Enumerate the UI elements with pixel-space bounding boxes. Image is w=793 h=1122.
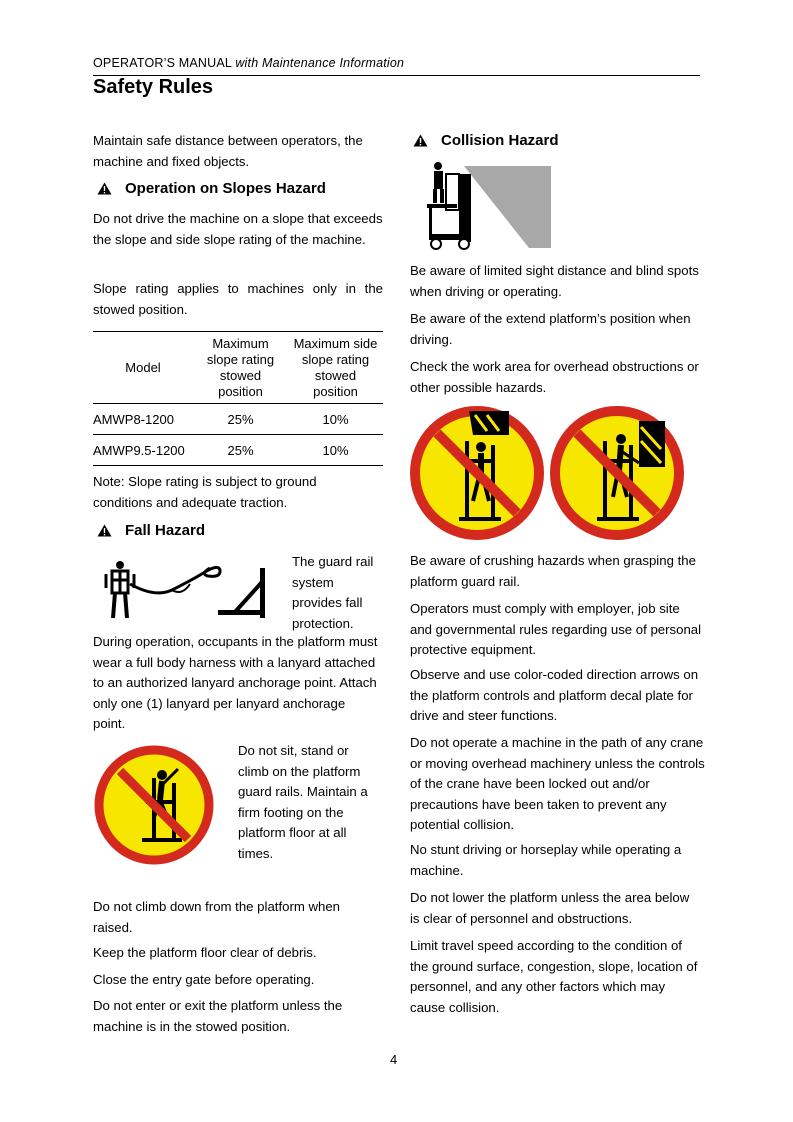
collision-p3: Check the work area for overhead obstructions or other possible hazards. — [410, 359, 699, 395]
slopes-heading-text: Operation on Slopes Hazard — [125, 180, 326, 197]
no-climbing-guardrail-icon — [94, 745, 214, 865]
guard-line-1: The guard rail — [292, 554, 374, 569]
col-header-max-slope-l3: stowed — [219, 367, 262, 383]
collision-p6: Observe and use color-coded direction arrows on the platform controls and platform decal plate for drive and steer functions. — [410, 667, 699, 723]
guard-line-3: provides fall — [292, 595, 363, 610]
col-header-side-slope-l2: slope rating — [301, 351, 370, 367]
slopes-p1: Do not drive the machine on a slope that exceeds the slope and side slope rating of the machine. — [93, 211, 383, 247]
sit-line-6: times. — [238, 845, 274, 861]
guard-rail-text — [292, 552, 392, 634]
sit-line-4: firm footing on the — [238, 804, 344, 820]
collision-p9: Do not lower the platform unless the area below is clear of personnel and obstructions. — [410, 890, 690, 926]
slopes-heading — [97, 180, 326, 197]
manual-subtitle: with Maintenance Information — [235, 56, 405, 70]
crush-hazard-prohibition-icon — [409, 405, 545, 541]
row2-model: AMWP9.5-1200 — [93, 442, 185, 458]
collision-p7: Do not operate a machine in the path of any crane or moving overhead machinery unless the controls of the crane have been locked out and/or precautions have been taken to prevent any potential collision. — [410, 735, 705, 832]
col-header-side-slope-l4: position — [313, 383, 358, 399]
row2-side: 10% — [322, 442, 349, 458]
sit-line-3: guard rails. Maintain a — [238, 784, 368, 799]
collision-p1: Be aware of limited sight distance and blind spots when driving or operating. — [410, 263, 699, 299]
collision-p5: Operators must comply with employer, job site and governmental rules regarding use of personal protective equipment. — [410, 601, 702, 657]
no-sit-text — [238, 741, 388, 864]
guard-line-2: system — [292, 574, 334, 590]
harness-lanyard-icon — [100, 560, 275, 622]
enter-exit-text: Do not enter or exit the platform unless the machine is in the stowed position. — [93, 998, 343, 1034]
debris-text: Keep the platform floor clear of debris. — [93, 945, 317, 960]
row1-side: 10% — [322, 411, 349, 427]
slope-rating-table — [93, 331, 383, 466]
harness-text: During operation, occupants in the platform must wear a full body harness with a lanyard attached to an authorized lanyard anchorage point. Attach only one (1) lanyard per lanyard anchorage point. — [93, 634, 378, 731]
col-header-model: Model — [125, 359, 161, 375]
slopes-p2: Slope rating applies to machines only in the stowed position. — [93, 281, 383, 317]
collision-blindspot-icon — [424, 160, 554, 252]
sit-line-5: platform floor at all — [238, 825, 347, 840]
warning-triangle-icon — [413, 134, 428, 147]
gate-text: Close the entry gate before operating. — [93, 972, 315, 987]
collision-heading-text: Collision Hazard — [441, 132, 559, 149]
sit-line-2: climb on the platform — [238, 763, 361, 779]
crush-hazard-prohibition-icon — [549, 405, 685, 541]
guard-line-4: protection. — [292, 615, 354, 631]
col-header-side-slope-l3: stowed — [314, 367, 357, 383]
page-title: Safety Rules — [93, 76, 214, 98]
col-header-side-slope-l1: Maximum side — [293, 335, 378, 351]
warning-triangle-icon — [97, 182, 112, 195]
col-header-max-slope-l1: Maximum — [212, 335, 269, 351]
collision-p10: Limit travel speed according to the condition of the ground surface, congestion, slope, location of personnel, and any other factors which may cause collision. — [410, 938, 698, 1015]
collision-heading — [413, 132, 559, 149]
page-number: 4 — [390, 1052, 398, 1067]
col-header-max-slope-l4: position — [218, 383, 263, 399]
table-row — [93, 435, 383, 466]
row2-slope: 25% — [227, 442, 254, 458]
table-row — [93, 404, 383, 435]
collision-p2: Be aware of the extend platform’s position when driving. — [410, 311, 691, 347]
climb-down-text: Do not climb down from the platform when raised. — [93, 899, 341, 935]
running-header — [93, 56, 404, 70]
fall-heading — [97, 522, 205, 539]
collision-p8: No stunt driving or horseplay while operating a machine. — [410, 842, 682, 878]
slope-note: Note: Slope rating is subject to ground conditions and adequate traction. — [93, 474, 317, 510]
intro-text: Maintain safe distance between operators, the machine and fixed objects. — [93, 133, 363, 169]
sit-line-1: Do not sit, stand or — [238, 743, 349, 758]
warning-triangle-icon — [97, 524, 112, 537]
row1-slope: 25% — [227, 411, 254, 427]
col-header-max-slope — [193, 332, 288, 404]
collision-p4: Be aware of crushing hazards when grasping the platform guard rail. — [410, 553, 696, 589]
col-header-max-slope-l2: slope rating — [206, 351, 275, 367]
col-header-side-slope — [288, 332, 383, 404]
row1-model: AMWP8-1200 — [93, 411, 174, 427]
fall-heading-text: Fall Hazard — [125, 522, 206, 539]
manual-title: OPERATOR’S MANUAL — [93, 56, 232, 70]
